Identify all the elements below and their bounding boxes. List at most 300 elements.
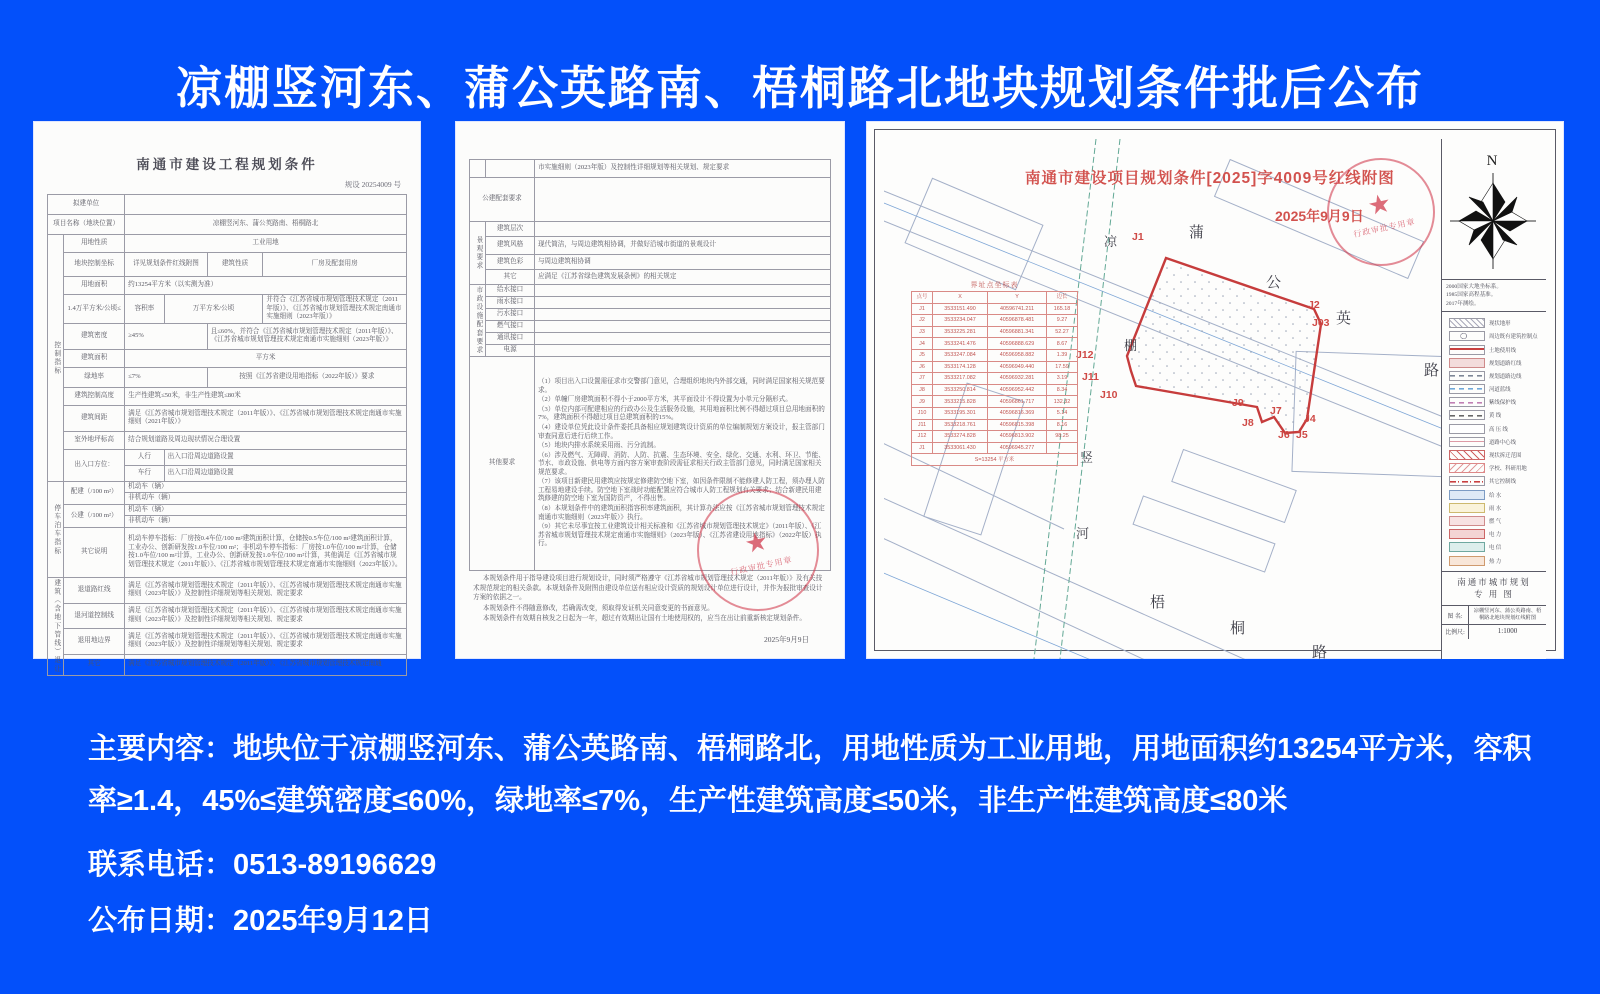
- legend-swatch-band-yellow: [1449, 503, 1485, 513]
- table-cell: 厂房及配套用房: [263, 253, 407, 277]
- road-label-pugongying: 蒲: [1189, 225, 1205, 241]
- table-row: [48, 387, 407, 405]
- table-cell: 满足《江苏省城市规划管理技术规定（2011年版）》、《江苏省城市规划管理技术规定南通市实施细则（2021年版）》: [125, 405, 407, 431]
- legend-label: 学校、科研用地: [1489, 466, 1527, 473]
- cell-line: （8）本规划条件中的建筑面积指容积率建筑面积，其计算办法应按《江苏省城市规划管理技术规定南通市实施细则（2023年版）》执行。: [537, 505, 825, 521]
- legend-swatch-box-label: [1449, 424, 1485, 434]
- table-cell: 停车泊车指标: [48, 481, 64, 577]
- table-cell: 现代简洁，与周边建筑相协调，并做好沿城市街道的景观设计: [534, 237, 830, 255]
- table-row: [48, 235, 407, 253]
- table-row: [48, 654, 407, 675]
- table-cell: 其他要求: [470, 357, 535, 571]
- table-cell: J8: [912, 384, 933, 396]
- boundary-coordinate-table: [911, 280, 1078, 466]
- table-row: [470, 222, 831, 237]
- form-table: [469, 159, 831, 571]
- legend-item: [1449, 384, 1541, 394]
- cell-line: （1）项目出入口设置需征求市交警部门意见，合理组织地块内外部交通，同时满足国家相关规范要求。: [537, 378, 825, 394]
- map-stamp-text: 行政审批专用章: [1352, 216, 1417, 239]
- table-row: [48, 253, 407, 277]
- table-cell: 3533234.047: [933, 315, 988, 327]
- table-cell: 并符合《江苏省城市规划管理技术规定（2011年版）》、《江苏省城市规划管理技术规定南通市实施细则（2023年版）》: [263, 295, 407, 324]
- table-cell: 容积率: [125, 295, 164, 324]
- table-cell: J12: [912, 431, 933, 443]
- table-cell: 机动车（辆）: [125, 481, 407, 493]
- table-cell: 建筑面积: [64, 349, 125, 367]
- legend-item: [1449, 397, 1541, 407]
- footer-paragraph: 本规划条件不得随意修改，若确需改变，须取得发证机关同意变更的书面意见。: [482, 604, 714, 612]
- table-cell: 用地面积: [64, 277, 125, 295]
- table-cell: J1: [912, 442, 933, 454]
- map-stamp-star-icon: ★: [1364, 186, 1394, 221]
- cell-line: （3）单位内部可配建相应的行政办公及生活服务设施，其用地面积比例不得超过项目总用地面积的7%，建筑面积不得超过项目总建筑面积的15%。: [537, 405, 825, 422]
- table-row: [470, 357, 831, 571]
- map-date: 2025年9月9日: [1275, 208, 1364, 224]
- planning-conditions-page2: [455, 121, 845, 659]
- table-row: [912, 373, 1078, 385]
- planning-conditions-page1: [33, 121, 421, 674]
- table-cell: 退道路红线: [64, 577, 125, 603]
- table-cell: 详见规划条件红线附图: [125, 253, 208, 277]
- table-row: [912, 361, 1078, 373]
- map-titleblock: [1442, 571, 1546, 639]
- table-cell: 用地性质: [64, 235, 125, 253]
- table-cell: [534, 178, 830, 222]
- svg-text:N: N: [1486, 153, 1498, 169]
- table-cell: 公建配套要求: [470, 178, 535, 222]
- table-cell: 退用地边界: [64, 629, 125, 655]
- table-cell: 非机动车（辆）: [125, 493, 407, 505]
- parcel-point-label: J7: [1270, 405, 1282, 417]
- parcel-point-label: J6: [1278, 429, 1290, 441]
- table-row: [48, 349, 407, 367]
- cell-line: （4）建设单位凭此设计条件委托具备相应规划建筑设计资质的单位编制规划方案设计，报主管部门审查同意后进行后续工作。: [537, 423, 825, 440]
- table-cell: 地块控制坐标: [64, 253, 125, 277]
- table-row: [470, 270, 831, 285]
- table-cell: 约13254平方米（以实测为准）: [125, 277, 407, 295]
- parcel-point-label: J2: [1308, 299, 1320, 311]
- river-label-liangpengshuhe: 竖: [1080, 450, 1094, 465]
- table-row: [48, 603, 407, 629]
- table-cell: 40596949.440: [988, 361, 1047, 373]
- table-cell: 3533241.476: [933, 338, 988, 350]
- table-cell: 98.25: [1047, 431, 1078, 443]
- table-cell: 燃气接口: [486, 321, 535, 333]
- legend-item: [1449, 450, 1541, 460]
- table-cell: 40596958.882: [988, 349, 1047, 361]
- redline-map: [866, 121, 1564, 659]
- table-cell: X: [933, 292, 988, 304]
- table-row: [48, 195, 407, 215]
- titleblock-scale-row: 比例尺: 1:1000: [1442, 625, 1546, 638]
- table-cell: [1047, 442, 1078, 454]
- table-cell: 车行: [125, 465, 164, 481]
- table-cell: 40596815.398: [988, 419, 1047, 431]
- footer-paragraph: 本规划条件用于指导建设项目进行规划设计，同时须严格遵守《江苏省城市规划管理技术规定（2011年版）》及有关技术规范规定的相关条款。本规划条件及附图由建设单位送有相应设计资质的规划设计单位进行设计，并作为报批审查设计方案的依据之一。: [473, 575, 823, 602]
- parcel-point-label: J12: [1076, 349, 1094, 361]
- legend-item: [1449, 542, 1541, 552]
- legend-item: [1449, 331, 1541, 341]
- legend-label: 现状拆迁范围: [1489, 453, 1522, 460]
- table-cell: 景观要求: [470, 222, 486, 285]
- legend-item: [1449, 358, 1541, 368]
- table-cell: 1.4万平方米/公顷≤: [64, 295, 125, 324]
- cell-line: （6）涉及燃气、无障碍、消防、人防、抗震、生态环境、安全、绿化、交通、水利、环卫、节能、节水、市政设施、供电等方面内容方案审查阶段需征求相关行政主管部门意见，同时满足国家相关规范要求。: [537, 451, 825, 476]
- road-label-pugongying: 路: [1424, 363, 1440, 379]
- table-row: [48, 295, 407, 324]
- table-row: [470, 297, 831, 309]
- table-cell: 建筑色彩: [486, 255, 535, 270]
- parcel-point-label: J10: [1100, 389, 1118, 401]
- doc1-table: [47, 194, 407, 676]
- table-cell: 边长: [1047, 292, 1078, 304]
- table-row: [470, 309, 831, 321]
- table-cell: 40596881.341: [988, 326, 1047, 338]
- table-row: [48, 215, 407, 235]
- legend-item: [1449, 490, 1541, 500]
- legend-label: 给 水: [1489, 492, 1502, 499]
- table-cell: 满足《江苏省城市规划管理技术规定（2011年版）》、《江苏省城市规划管理技术规定南通市实施细则（2023年版）》及控制性详细规划等相关规划、规定要求: [125, 629, 407, 655]
- summary-main-text: 主要内容：地块位于凉棚竖河东、蒲公英路南、梧桐路北，用地性质为工业用地，用地面积约13254平方米，容积率≥1.4，45%≤建筑密度≤60%，绿地率≤7%，生产性建筑高度≤50米，非生产性建筑高度≤80米: [88, 733, 1532, 817]
- table-row: [470, 333, 831, 345]
- table-cell: 其它: [64, 654, 125, 675]
- table-cell: 绿地率: [64, 367, 125, 387]
- legend-swatch-dash-grey: [1449, 371, 1485, 381]
- legend-item: [1449, 476, 1541, 486]
- map-sidebar: [1441, 139, 1546, 659]
- table-cell: 非机动车（辆）: [125, 516, 407, 528]
- legend-label: 土地使用线: [1489, 347, 1516, 354]
- table-cell: 5.14: [1047, 407, 1078, 419]
- map-legend: [1442, 312, 1546, 571]
- parcel-point-label: J11: [1082, 371, 1099, 383]
- table-row: [912, 349, 1078, 361]
- legend-swatch-band-rose: [1449, 516, 1485, 526]
- table-cell: 3533218.761: [933, 419, 988, 431]
- legend-swatch-band-red: [1449, 529, 1485, 539]
- legend-label: 规划道路边线: [1489, 373, 1522, 380]
- table-row: [912, 431, 1078, 443]
- map-title: 南通市建设项目规划条件[2025]字4009号红线附图: [1025, 170, 1395, 187]
- table-cell: 其它: [486, 270, 535, 285]
- table-row: [48, 577, 407, 603]
- table-cell: J3: [912, 326, 933, 338]
- table-cell: 凉棚竖河东、蒲公英路南、梧桐路北: [125, 215, 407, 235]
- table-row: [48, 504, 407, 516]
- table-cell: Y: [988, 292, 1047, 304]
- map-notes: [1442, 280, 1546, 312]
- table-cell: 通讯接口: [486, 333, 535, 345]
- table-cell: 且≤60%，并符合《江苏省城市规划管理技术规定（2011年版）》、《江苏省城市规划管理技术规定南通市实施细则（2023年版）》: [207, 323, 406, 349]
- legend-swatch-dash-purple: [1449, 397, 1485, 407]
- legend-item: [1449, 424, 1541, 434]
- legend-item: [1449, 529, 1541, 539]
- table-cell: J9: [912, 396, 933, 408]
- table-cell: 室外地坪标高: [64, 431, 125, 449]
- table-cell: 公建（/100 m²）: [64, 504, 125, 527]
- footer-paragraph: 本规划条件有效期自核发之日起为一年，超过有效期出让国有土地使用权的，应当在出让前重新核定规划条件。: [482, 615, 806, 623]
- coordinate-table-title: 界址点坐标表: [970, 282, 1019, 289]
- table-row: [470, 237, 831, 255]
- table-cell: J2: [912, 315, 933, 327]
- table-cell: 工业用地: [125, 235, 407, 253]
- announcement-summary: [88, 724, 1558, 939]
- table-cell: 3533195.301: [933, 407, 988, 419]
- table-cell: 给水接口: [486, 285, 535, 297]
- table-cell: 满足《江苏省城市规划管理技术规定（2011年版）》、《江苏省城市规划管理技术规定南通市实施细则（2023年版）》及控制性详细规划等相关规划、规定要求: [125, 577, 407, 603]
- table-cell: 建筑风格: [486, 237, 535, 255]
- table-cell: 8.67: [1047, 338, 1078, 350]
- table-cell: J7: [912, 373, 933, 385]
- table-row: [470, 321, 831, 333]
- table-cell: 与周边建筑相协调: [534, 255, 830, 270]
- table-cell: 8.16: [1047, 419, 1078, 431]
- table-row: [470, 285, 831, 297]
- table-cell: 9.27: [1047, 315, 1078, 327]
- legend-swatch-band-blue: [1449, 490, 1485, 500]
- legend-label: 电 力: [1489, 532, 1502, 539]
- table-cell: 点号: [912, 292, 933, 304]
- table-cell: 1.39: [1047, 349, 1078, 361]
- table-cell: 40596813.902: [988, 431, 1047, 443]
- table-row: [48, 367, 407, 387]
- table-cell: [534, 321, 830, 333]
- legend-swatch-hatch-red: [1449, 450, 1485, 460]
- table-cell: S=13254 平方米: [912, 454, 1078, 466]
- table-cell: 3533217.082: [933, 373, 988, 385]
- parcel-point-label: J1: [1132, 231, 1144, 243]
- legend-swatch-dashdot-red: [1449, 476, 1485, 486]
- table-cell: [534, 222, 830, 237]
- legend-label: 紫线保护线: [1489, 400, 1516, 407]
- legend-swatch-line-pink: [1449, 437, 1485, 447]
- table-cell: 3533174.128: [933, 361, 988, 373]
- table-cell: 52.27: [1047, 326, 1078, 338]
- table-cell: J11: [912, 419, 933, 431]
- cell-line: （5）地块内排水系统采用雨、污分流制。: [537, 442, 660, 450]
- table-cell: 建筑（含地下管线）退让: [48, 577, 64, 675]
- table-cell: 人行: [125, 449, 164, 465]
- table-cell: J1: [912, 303, 933, 315]
- stamp-star-icon: ★: [741, 524, 771, 559]
- table-cell: 按照《江苏省建设用地指标（2022年版）》要求: [207, 367, 406, 387]
- legend-swatch-band-pink: [1449, 358, 1485, 368]
- table-row: [912, 407, 1078, 419]
- legend-swatch-circle: [1449, 331, 1485, 341]
- parcel-point-label: J5: [1296, 429, 1308, 441]
- table-row: [912, 338, 1078, 350]
- table-cell: 132.32: [1047, 396, 1078, 408]
- table-cell: 17.59: [1047, 361, 1078, 373]
- legend-item: [1449, 437, 1541, 447]
- legend-label: 黄 线: [1489, 413, 1502, 420]
- table-cell: [534, 345, 830, 357]
- legend-swatch-line-red: [1449, 345, 1485, 355]
- table-cell: [534, 333, 830, 345]
- legend-item: [1449, 345, 1541, 355]
- legend-label: 电 信: [1489, 545, 1502, 552]
- table-cell: 机动车（辆）: [125, 504, 407, 516]
- table-row: [912, 442, 1078, 454]
- table-cell: [534, 309, 830, 321]
- cell-line: （2）单幢厂房建筑面积不得小于2000平方米，其平面设计不得设置为小单元分隔形式。: [537, 396, 792, 404]
- publish-date: 公布日期：2025年9月12日: [88, 905, 433, 938]
- table-cell: 出入口沿周边道路设置: [164, 465, 406, 481]
- table-cell: 40596861.717: [988, 396, 1047, 408]
- doc2-footer: [469, 571, 831, 628]
- legend-swatch-band-orange: [1449, 556, 1485, 566]
- legend-label: 河道蓝线: [1489, 387, 1511, 394]
- table-row: [48, 481, 407, 493]
- table-row: [912, 396, 1078, 408]
- compass-box: [1442, 139, 1546, 280]
- table-row: [912, 384, 1078, 396]
- table-row: [48, 323, 407, 349]
- table-cell: 万平方米/公顷: [164, 295, 263, 324]
- table-row: [470, 178, 831, 222]
- table-cell: [534, 285, 830, 297]
- titleblock-head: 南通市城市规划 专 用 图: [1442, 572, 1546, 607]
- table-row: [912, 292, 1078, 304]
- titleblock-name-row: 图 名: 凉棚竖河东、蒲公英路南、梧桐路北地块规划红线附图: [1442, 606, 1546, 625]
- table-cell: 165.18: [1047, 303, 1078, 315]
- parcel-redline: [1127, 258, 1321, 433]
- river-label-liangpengshuhe: 凉: [1104, 234, 1118, 249]
- contact-phone: 联系电话：0513-89196629: [88, 849, 437, 882]
- table-cell: 40596878.481: [988, 315, 1047, 327]
- map-note-line: 1985国家高程基准。: [1446, 292, 1497, 299]
- table-cell: 建筑层次: [486, 222, 535, 237]
- legend-item: [1449, 371, 1541, 381]
- legend-swatch-dash-dark: [1449, 410, 1485, 420]
- map-note-line: 2017年测绘。: [1446, 300, 1480, 307]
- legend-item: [1449, 463, 1541, 473]
- table-cell: 雨水接口: [486, 297, 535, 309]
- road-label-wutong: 梧: [1150, 595, 1166, 611]
- legend-swatch-dash-blue: [1449, 384, 1485, 394]
- road-label-pugongying: 英: [1336, 311, 1352, 327]
- table-cell: 退河道控制线: [64, 603, 125, 629]
- table-row: [912, 419, 1078, 431]
- legend-swatch-band-teal: [1449, 542, 1485, 552]
- coordinate-table: [911, 291, 1078, 466]
- table-cell: 3533250.814: [933, 384, 988, 396]
- table-cell: 其它说明: [64, 527, 125, 577]
- legend-label: 规划道路红线: [1489, 360, 1522, 367]
- table-row: [912, 303, 1078, 315]
- table-cell: 3533225.281: [933, 326, 988, 338]
- table-row: [470, 255, 831, 270]
- table-cell: 满足《江苏省城市规划管理技术规定（2011年版）》、《江苏省城市规划管理技术规定南通市实施细则（2023年版）》及控制性详细规划等相关规划、规定要求: [125, 603, 407, 629]
- table-cell: J5: [912, 349, 933, 361]
- table-cell: 电源: [486, 345, 535, 357]
- legend-label: 燃 气: [1489, 518, 1502, 525]
- parcel-point-label: J9: [1232, 397, 1244, 409]
- table-cell: 3533151.490: [933, 303, 988, 315]
- table-row: [48, 629, 407, 655]
- table-cell: 40596945.277: [988, 442, 1047, 454]
- table-cell: 满足《江苏省城市规划管理技术规定（2011年版）》、《江苏省城市规划管理技术规定南通: [125, 654, 407, 675]
- legend-item: [1449, 516, 1541, 526]
- table-cell: 控制指标: [48, 235, 64, 482]
- table-cell: 3533061.430: [933, 442, 988, 454]
- table-cell: 40596741.211: [988, 303, 1047, 315]
- table-row: [912, 326, 1078, 338]
- legend-label: 道路中心线: [1489, 439, 1516, 446]
- table-cell: [534, 357, 830, 571]
- road-label-pugongying: 公: [1266, 275, 1282, 291]
- table-cell: 3533215.828: [933, 396, 988, 408]
- table-cell: [470, 160, 486, 178]
- doc1-title: 南通市建设工程规划条件: [136, 157, 318, 172]
- cell-line: （9）其它未尽事宜按工业建筑设计相关标准和《江苏省城市规划管理技术规定》（2011年版）、《江苏省城市规划管理技术规定南通市实施细则》（2023年版）、《江苏省建设用地指标》（2022年版）执行。: [537, 523, 822, 548]
- table-cell: 生产性建筑≤50米，非生产性建筑≤80米: [125, 387, 407, 405]
- river-label-liangpengshuhe: 棚: [1124, 338, 1138, 353]
- table-row: [912, 454, 1078, 466]
- road-label-wutong: 桐: [1230, 621, 1246, 637]
- table-cell: 配建（/100 m²）: [64, 481, 125, 504]
- table-cell: 出入口方位：: [64, 449, 125, 481]
- table-cell: ≤7%: [125, 367, 208, 387]
- form-table: [47, 194, 407, 676]
- table-row: [48, 431, 407, 449]
- table-row: [470, 345, 831, 357]
- legend-label: 其它控制线: [1489, 479, 1516, 486]
- page-title: 凉棚竖河东、蒲公英路南、梧桐路北地块规划条件批后公布: [176, 62, 1424, 114]
- legend-label: 高 压 线: [1489, 426, 1508, 433]
- table-cell: J4: [912, 338, 933, 350]
- table-cell: 3533247.084: [933, 349, 988, 361]
- parcel-point-label: J03: [1312, 317, 1330, 329]
- table-cell: 市实施细则（2023年版）及控制性详细规划等相关规划、规定要求: [534, 160, 830, 178]
- legend-swatch-hatch-pink: [1449, 463, 1485, 473]
- parcel-point-label: J8: [1242, 417, 1254, 429]
- map-frame: [874, 129, 1556, 659]
- river-label-liangpengshuhe: 河: [1076, 526, 1090, 541]
- table-row: [48, 449, 407, 465]
- table-cell: 建筑性质: [207, 253, 263, 277]
- legend-label: 现状地形: [1489, 321, 1511, 328]
- stamp-text: 行政审批专用章: [729, 554, 794, 577]
- table-cell: 建筑密度: [64, 323, 125, 349]
- table-cell: 40596952.442: [988, 384, 1047, 396]
- legend-item: [1449, 503, 1541, 513]
- compass-icon: [1442, 139, 1544, 279]
- table-cell: 3533274.828: [933, 431, 988, 443]
- table-row: [470, 160, 831, 178]
- table-cell: 污水接口: [486, 309, 535, 321]
- legend-item: [1449, 318, 1541, 328]
- table-cell: [125, 195, 407, 215]
- table-cell: 出入口沿周边道路设置: [164, 449, 406, 465]
- table-cell: [534, 297, 830, 309]
- legend-item: [1449, 556, 1541, 566]
- doc2-date: 2025年9月9日: [764, 634, 809, 644]
- table-cell: 建筑间距: [64, 405, 125, 431]
- table-cell: J10: [912, 407, 933, 419]
- doc1-number: 规设 20254009 号: [344, 180, 401, 189]
- table-cell: ≥45%: [125, 323, 208, 349]
- cell-line: （7）该项目新建民用建筑应按规定修建防空地下室，如因条件限制不能修建人防工程，须办理人防工程易地建设手续。防空地下室战时功能配置应符合城市人防工程规划有关要求；结合新建民用建筑修建的防空地下室为国防资产，不得出售。: [537, 478, 825, 503]
- table-cell: 8.34: [1047, 384, 1078, 396]
- table-cell: 40596888.629: [988, 338, 1047, 350]
- legend-swatch-hatch-grey: [1449, 318, 1485, 328]
- table-row: [48, 527, 407, 577]
- table-cell: 建筑控制高度: [64, 387, 125, 405]
- map-note-line: 2000国家大地坐标系。: [1446, 284, 1502, 290]
- table-cell: 结合规划道路及周边现状情况合理设置: [125, 431, 407, 449]
- legend-label: 热 力: [1489, 558, 1502, 565]
